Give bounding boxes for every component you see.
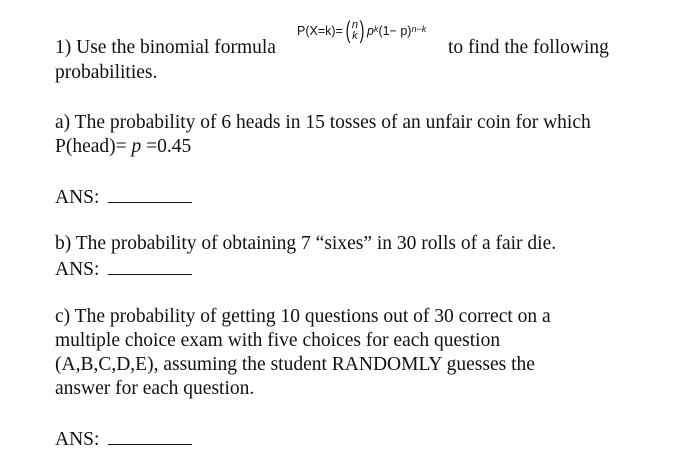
part-b-answer-row	[55, 256, 192, 282]
part-c-line4: answer for each question.	[55, 378, 255, 399]
part-c-line3: (A,B,C,D,E), assuming the student RANDOMLY guesses the	[55, 354, 535, 375]
part-c-ans-label: ANS:	[55, 429, 100, 450]
part-b-line1: b) The probability of obtaining 7 “sixes” in 30 rolls of a fair die.	[55, 233, 557, 254]
part-c-line2: multiple choice exam with five choices for each question	[55, 330, 501, 351]
left-paren: (	[345, 17, 351, 44]
binom-bottom: k	[352, 30, 358, 42]
question-1-intro-after-text: to find the following	[448, 37, 609, 58]
question-1-intro-line1	[55, 36, 276, 60]
binomial-coefficient	[344, 19, 366, 43]
formula-n-minus-k-exponent: n−k	[411, 24, 427, 34]
question-1-intro-continuation	[448, 36, 609, 60]
part-b-ans-label: ANS:	[55, 259, 100, 280]
part-c-line1: c) The probability of getting 10 questions out of 30 correct on a	[55, 306, 551, 327]
binom-top: n	[351, 19, 358, 31]
part-c-answer-blank[interactable]	[108, 426, 192, 445]
question-1-intro-line2: probabilities.	[55, 62, 158, 83]
formula-p: p	[366, 24, 374, 38]
right-paren: )	[359, 17, 365, 44]
part-a-suffix: =0.45	[141, 136, 192, 157]
formula-one-minus-p: (1− p)	[378, 24, 412, 38]
formula-lhs: P(X=k)=	[297, 24, 343, 38]
part-a-ans-label: ANS:	[55, 187, 100, 208]
question-1-intro-text: 1) Use the binomial formula	[55, 37, 276, 58]
part-a-prefix: P(head)=	[55, 136, 132, 157]
part-a-answer-row	[55, 184, 192, 210]
part-c-answer-row	[55, 426, 192, 452]
formula-p-exponent: k	[373, 24, 379, 34]
part-a-line1: a) The probability of 6 heads in 15 tosses of an unfair coin for which	[55, 112, 591, 133]
part-a-variable-p: p	[131, 136, 142, 157]
binomial-formula	[297, 19, 426, 43]
part-a-answer-blank[interactable]	[108, 184, 192, 203]
part-a-line2	[55, 135, 191, 159]
part-b-answer-blank[interactable]	[108, 256, 192, 275]
